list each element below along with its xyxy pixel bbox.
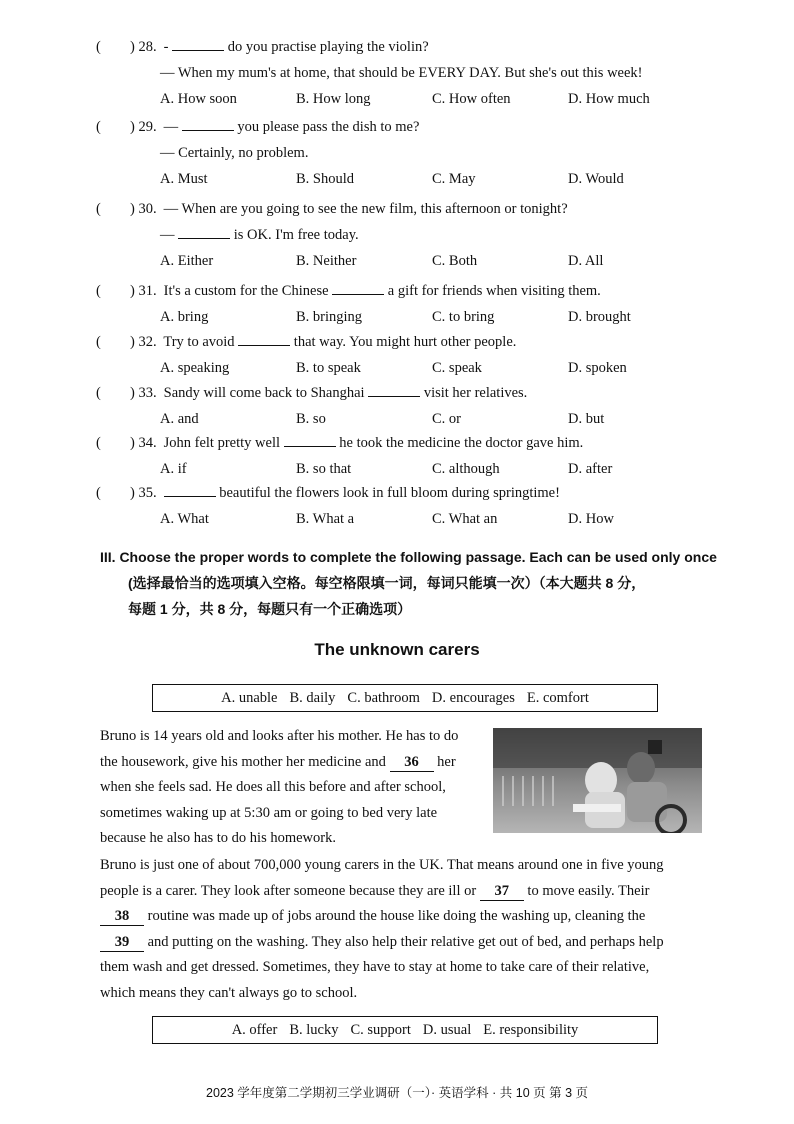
passage-line: sometimes waking up at 5:30 am or going to bed very late <box>100 804 438 821</box>
option-d[interactable]: D. after <box>568 461 613 477</box>
option-b[interactable]: B. to speak <box>296 360 361 376</box>
option-c[interactable]: C. May <box>432 171 476 187</box>
question-28 <box>96 34 716 112</box>
option-b[interactable]: B. Should <box>296 171 355 187</box>
question-number: ) 28. <box>130 39 157 55</box>
option-a[interactable]: A. Must <box>160 171 208 187</box>
answer-blank[interactable] <box>172 34 224 51</box>
option-row <box>96 406 716 432</box>
question-number: ) 30. <box>130 201 157 217</box>
blank-39[interactable]: 39 <box>100 933 144 952</box>
option-a[interactable]: A. Either <box>160 253 214 269</box>
option-a[interactable]: A. if <box>160 461 187 477</box>
answer-paren[interactable]: ( <box>96 119 101 135</box>
question-stem-pre: Try to avoid <box>163 334 239 350</box>
question-29 <box>96 114 716 192</box>
question-number: ) 31. <box>130 283 157 299</box>
passage-line: Bruno is 14 years old and looks after his mother. He has to do <box>100 728 459 744</box>
question-stem-post: that way. You might hurt other people. <box>290 334 517 350</box>
option-d[interactable]: D. spoken <box>568 360 627 376</box>
question-32 <box>96 329 716 381</box>
answer-paren[interactable]: ( <box>96 435 101 451</box>
section-3-heading <box>100 544 720 622</box>
word-option: D. encourages <box>431 690 515 706</box>
passage-line: people is a carer. They look after someone because they are ill or <box>100 882 480 899</box>
option-c[interactable]: C. How often <box>432 91 511 107</box>
question-response: — Certainly, no problem. <box>160 145 309 161</box>
passage-line: when she feels sad. He does all this before and after school, <box>100 779 446 795</box>
question-number: ) 29. <box>130 119 157 135</box>
option-d[interactable]: D. but <box>568 411 605 427</box>
answer-blank[interactable] <box>332 278 384 295</box>
question-34 <box>96 430 716 482</box>
question-response: — When my mum's at home, that should be EVERY DAY. But she's out this week! <box>160 65 643 81</box>
question-stem-post: beautiful the flowers look in full bloom during springtime! <box>215 485 560 501</box>
option-b[interactable]: B. bringing <box>296 309 363 325</box>
option-a[interactable]: A. bring <box>160 309 209 325</box>
section-3-instruction-1: (选择最恰当的选项填入空格。每空格限填一词，每词只能填一次）（本大题共 8 分， <box>128 575 646 591</box>
word-bank-2 <box>152 1016 658 1044</box>
blank-36[interactable]: 36 <box>390 753 434 772</box>
word-option: A. offer <box>231 1022 278 1038</box>
passage-line: the housework, give his mother her medicine and <box>100 753 390 770</box>
word-option: E. comfort <box>526 690 589 706</box>
option-b[interactable]: B. so <box>296 411 326 427</box>
question-stem-pre: - <box>163 39 173 55</box>
option-a[interactable]: A. How soon <box>160 91 237 107</box>
option-a[interactable]: A. What <box>160 511 209 527</box>
option-b[interactable]: B. so that <box>296 461 352 477</box>
option-row <box>96 456 716 482</box>
option-row <box>96 248 716 274</box>
word-option: A. unable <box>221 690 278 706</box>
passage-line: Bruno is just one of about 700,000 young carers in the UK. That means around one in five young <box>100 857 664 873</box>
option-a[interactable]: A. speaking <box>160 360 230 376</box>
passage-line: them wash and get dressed. Sometimes, they have to stay at home to take care of their relative, <box>100 959 650 975</box>
question-stem-post: a gift for friends when visiting them. <box>384 283 601 299</box>
answer-paren[interactable]: ( <box>96 385 101 401</box>
question-response-post: is OK. I'm free today. <box>230 227 359 243</box>
section-3-title: III. Choose the proper words to complete the following passage. Each can be used only once <box>100 549 717 565</box>
word-option: C. bathroom <box>347 690 420 706</box>
answer-paren[interactable]: ( <box>96 283 101 299</box>
word-option: B. daily <box>289 690 336 706</box>
word-option: D. usual <box>422 1022 472 1038</box>
passage-line: and putting on the washing. They also help their relative get out of bed, and perhaps help <box>144 933 664 950</box>
answer-paren[interactable]: ( <box>96 485 101 501</box>
question-stem-post: you please pass the dish to me? <box>233 119 420 135</box>
passage-line: routine was made up of jobs around the house like doing the washing up, cleaning the <box>144 908 646 924</box>
option-row <box>96 86 716 112</box>
option-c[interactable]: C. or <box>432 411 461 427</box>
option-a[interactable]: A. and <box>160 411 199 427</box>
page-footer: 2023 学年度第二学期初三学业调研（一）· 英语学科 · 共 10 页 第 3 页 <box>206 1086 588 1100</box>
question-number: ) 35. <box>130 485 157 501</box>
option-c[interactable]: C. speak <box>432 360 482 376</box>
answer-paren[interactable]: ( <box>96 201 101 217</box>
option-row <box>96 506 716 532</box>
answer-blank[interactable] <box>238 329 290 346</box>
option-b[interactable]: B. How long <box>296 91 371 107</box>
blank-38[interactable]: 38 <box>100 907 144 926</box>
option-d[interactable]: D. How <box>568 511 614 527</box>
passage-paragraph-1 <box>100 724 485 852</box>
question-number: ) 33. <box>130 385 157 401</box>
section-3-instruction-2: 每题 1 分，共 8 分，每题只有一个正确选项） <box>128 601 412 617</box>
option-row <box>96 166 716 192</box>
question-35 <box>96 480 716 532</box>
option-d[interactable]: D. brought <box>568 309 631 325</box>
question-stem-post: he took the medicine the doctor gave him. <box>335 435 584 451</box>
passage-paragraph-2 <box>100 853 710 1006</box>
question-number: ) 32. <box>130 334 157 350</box>
question-stem-pre: — When are you going to see the new film, this afternoon or tonight? <box>163 201 568 217</box>
question-stem-post: visit her relatives. <box>420 385 528 401</box>
word-bank-1 <box>152 684 658 712</box>
option-d[interactable]: D. How much <box>568 91 650 107</box>
answer-paren[interactable]: ( <box>96 39 101 55</box>
question-response-pre: — <box>160 227 179 243</box>
question-stem-pre: — <box>163 119 182 135</box>
word-option: E. responsibility <box>483 1022 579 1038</box>
question-stem-pre: John felt pretty well <box>163 435 284 451</box>
passage-line: which means they can't always go to school. <box>100 984 358 1001</box>
option-d[interactable]: D. Would <box>568 171 624 187</box>
answer-blank[interactable] <box>284 430 336 447</box>
carer-photo <box>493 728 702 833</box>
question-stem-pre: It's a custom for the Chinese <box>163 283 333 299</box>
question-number: ) 34. <box>130 435 157 451</box>
blank-37[interactable]: 37 <box>480 882 524 901</box>
question-stem-pre: Sandy will come back to Shanghai <box>163 385 369 401</box>
answer-blank[interactable] <box>368 380 420 397</box>
option-c[interactable]: C. although <box>432 461 500 477</box>
carer-photo-illustration <box>493 728 702 833</box>
word-option: B. lucky <box>289 1022 339 1038</box>
word-option: C. support <box>350 1022 411 1038</box>
question-33 <box>96 380 716 432</box>
answer-blank[interactable] <box>182 114 234 131</box>
passage-title: The unknown carers <box>314 640 480 659</box>
passage-line: to move easily. Their <box>523 882 650 899</box>
option-c[interactable]: C. to bring <box>432 309 495 325</box>
option-c[interactable]: C. What an <box>432 511 498 527</box>
option-c[interactable]: C. Both <box>432 253 478 269</box>
option-row <box>96 304 716 330</box>
question-stem-post: do you practise playing the violin? <box>224 39 429 55</box>
option-d[interactable]: D. All <box>568 253 604 269</box>
passage-line: her <box>433 753 456 770</box>
answer-blank[interactable] <box>178 222 230 239</box>
question-30 <box>96 196 716 274</box>
answer-blank[interactable] <box>164 480 216 497</box>
option-b[interactable]: B. What a <box>296 511 355 527</box>
answer-paren[interactable]: ( <box>96 334 101 350</box>
question-31 <box>96 278 716 330</box>
option-row <box>96 355 716 381</box>
passage-line: because he also has to do his homework. <box>100 830 336 846</box>
option-b[interactable]: B. Neither <box>296 253 357 269</box>
